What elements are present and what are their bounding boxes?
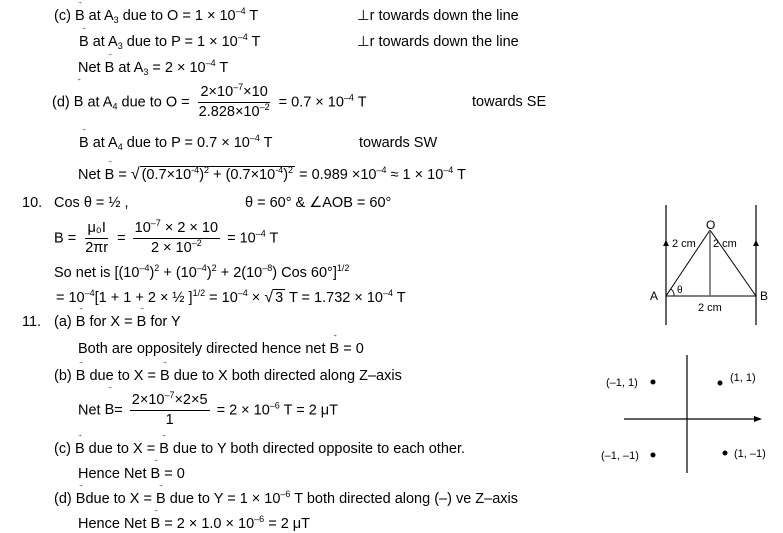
numerator: μ₀I — [85, 220, 107, 239]
exponent: –4 — [249, 133, 260, 143]
exponent: –4 — [443, 165, 454, 175]
text: = 0 — [164, 466, 185, 482]
b-vector: → B — [74, 84, 84, 120]
point-label: (–1, 1) — [606, 377, 638, 389]
exponent: –4 — [235, 6, 246, 16]
q11a-line1 — [54, 313, 181, 331]
exponent: –7 — [164, 390, 175, 400]
exponent: –7 — [233, 82, 244, 92]
text: Both are oppositely directed hence net — [78, 341, 326, 357]
q11b-net-line — [78, 392, 338, 429]
q9c-line2 — [79, 33, 260, 51]
q10-b-line — [54, 220, 278, 257]
fraction — [197, 84, 272, 121]
denominator — [149, 239, 204, 257]
text: ≈ 1 × 10 — [390, 167, 444, 183]
text: T both directed along (–) ve Z–axis — [294, 491, 519, 507]
b-vector: → B — [79, 33, 89, 51]
sqrt-icon: √ — [130, 166, 140, 183]
point-label: (1, 1) — [730, 372, 756, 384]
q9d-line2 — [79, 134, 273, 152]
b-vector: → B — [75, 7, 85, 25]
fraction — [83, 220, 110, 257]
point-a-label: A — [650, 289, 659, 303]
exponent: –4 — [196, 263, 207, 273]
b-vector: → B — [330, 340, 340, 358]
exponent: –4 — [84, 288, 95, 298]
denominator — [197, 103, 272, 121]
text: ) — [199, 167, 205, 183]
point-icon — [718, 381, 723, 386]
fraction — [133, 220, 220, 257]
exponent: –4 — [255, 228, 266, 239]
exponent: –4 — [343, 92, 354, 103]
text: ) — [149, 265, 155, 281]
text: = 0 — [343, 341, 364, 357]
text: 2.828×10 — [198, 104, 260, 120]
b-vector: → B — [160, 367, 170, 385]
unit: T — [249, 8, 259, 24]
b-vector: → B — [105, 59, 115, 77]
text: ) Cos 60°] — [272, 265, 337, 281]
text: ) — [283, 167, 289, 183]
text: = 10 — [227, 230, 256, 247]
exponent: 1/2 — [192, 288, 206, 298]
fraction — [130, 392, 210, 429]
exponent: –6 — [254, 514, 265, 524]
subscript: 3 — [143, 67, 149, 77]
exponent: -4 — [191, 165, 200, 175]
text: 10 — [134, 220, 151, 236]
text: 2×10 — [200, 84, 234, 100]
text: due to X = — [89, 368, 156, 384]
text: due to P = 0.7 × 10 — [126, 135, 250, 151]
q10-theta-line: θ = 60° & ∠AOB = 60° — [245, 195, 392, 211]
text: = — [117, 230, 126, 247]
text: at A — [88, 8, 114, 24]
q11-number: 11. — [22, 314, 42, 330]
text: + 2(10 — [216, 265, 263, 281]
numerator — [130, 392, 210, 411]
q11c-line1 — [54, 440, 465, 458]
exponent: 2 — [288, 165, 294, 175]
point-icon — [651, 380, 656, 385]
side-left-label: 2 cm — [672, 238, 696, 250]
q9c-direction1: ⊥r towards down the line — [357, 8, 519, 24]
text: = 2 × 10 — [152, 60, 206, 76]
point-icon — [651, 453, 656, 458]
arrow-up-icon — [753, 240, 759, 246]
text: due to X both directed along Z–axis — [173, 368, 402, 384]
part-label: (d) — [52, 94, 70, 111]
exponent: 2 — [154, 263, 160, 273]
b-vector: → B — [159, 440, 169, 458]
exponent: –2 — [259, 102, 270, 112]
part-label: (c) — [54, 441, 71, 457]
text: ) — [206, 265, 212, 281]
point-label: (–1, –1) — [601, 450, 639, 462]
q9c-direction2: ⊥r towards down the line — [357, 34, 519, 50]
text: B = — [54, 230, 77, 247]
sqrt-content — [140, 166, 295, 184]
b-vector: → B — [75, 440, 85, 458]
text: + (10 — [159, 265, 197, 281]
exponent: –4 — [237, 32, 248, 42]
text: due to X = — [85, 491, 152, 507]
q11b-line1 — [54, 367, 402, 385]
text: at A — [87, 94, 113, 111]
b-vector: → B — [76, 313, 86, 331]
text: due to O = — [121, 94, 190, 111]
coordinate-points-diagram — [590, 345, 783, 475]
b-vector: → B — [105, 392, 115, 428]
subscript: 3 — [117, 41, 123, 51]
exponent: 2 — [211, 263, 217, 273]
base-label: 2 cm — [698, 302, 722, 314]
arrow-right-icon — [754, 416, 762, 422]
text: 2 × 10 — [150, 240, 192, 256]
text: Net — [78, 167, 101, 183]
text: + — [213, 167, 222, 183]
subscript: 4 — [117, 142, 123, 152]
text: for Y — [150, 314, 181, 330]
part-label: (c) — [54, 8, 71, 24]
q9d-direction1: towards SE — [472, 94, 547, 110]
arrow-up-icon — [663, 240, 669, 246]
exponent: –4 — [383, 288, 394, 298]
exponent: 1/2 — [336, 263, 350, 273]
b-vector: → B — [156, 490, 166, 508]
q11c-line2 — [78, 465, 185, 483]
point-icon — [723, 451, 728, 456]
text: = 10 — [205, 290, 238, 306]
q9c-line3 — [78, 59, 228, 77]
subscript: 3 — [113, 15, 119, 25]
sqrt-content: 3 — [275, 290, 284, 306]
text: (0.7×10 — [141, 167, 192, 183]
exponent: –4 — [376, 165, 387, 175]
b-vector: → B — [105, 166, 115, 184]
subscript: 4 — [112, 101, 118, 112]
text: = — [114, 402, 123, 419]
text: T — [393, 290, 406, 306]
b-vector: → B — [137, 313, 147, 331]
q10-cos-line: Cos θ = ½ , — [54, 195, 129, 211]
q10-final-line — [56, 289, 406, 307]
text: × — [247, 290, 265, 306]
text: = 0.989 ×10 — [299, 167, 377, 183]
sqrt-icon: √ — [264, 289, 274, 306]
text: due to Y both directed opposite to each other. — [172, 441, 466, 457]
unit: T — [251, 34, 261, 50]
text: [1 + 1 + 2 × ½ ] — [94, 290, 193, 306]
point-b-label: B — [760, 289, 769, 303]
denominator: 2πr — [85, 240, 109, 256]
text: due to X = — [88, 441, 156, 457]
side-right-label: 2 cm — [713, 238, 737, 250]
unit: T — [263, 135, 273, 151]
b-vector: → B — [151, 515, 161, 533]
apex-label: O — [706, 218, 716, 232]
b-vector: → B — [79, 134, 89, 152]
text: at A — [118, 60, 144, 76]
theta-label: θ — [677, 285, 683, 296]
text: = — [118, 167, 127, 183]
q10-net-line — [54, 264, 349, 282]
part-label: (b) — [54, 368, 72, 384]
text: due to P = 1 × 10 — [126, 34, 238, 50]
q11a-line2 — [78, 340, 364, 358]
text: Net — [78, 60, 101, 76]
text: × 2 × 10 — [160, 220, 219, 236]
exponent: –4 — [237, 288, 248, 298]
text: (0.7×10 — [225, 167, 276, 183]
exponent: –4 — [139, 263, 150, 273]
unit: T — [269, 230, 279, 247]
exponent: –4 — [205, 58, 216, 68]
text: 2×10 — [131, 392, 165, 408]
denominator: 1 — [165, 412, 174, 428]
text: at A — [92, 34, 118, 50]
text: T = 1.732 × 10 — [285, 290, 383, 306]
q11d-line1 — [54, 490, 518, 508]
q9d-line3 — [78, 166, 466, 184]
exponent: 2 — [204, 165, 210, 175]
part-label: (d) — [54, 491, 72, 507]
q11d-line2 — [78, 515, 310, 533]
point-label: (1, –1) — [734, 448, 766, 460]
text: ×2×5 — [174, 392, 208, 408]
unit: T — [457, 167, 466, 183]
unit: T — [219, 60, 229, 76]
text: = 10 — [56, 290, 85, 306]
text: ×10 — [243, 84, 268, 100]
q9d-line1 — [52, 84, 367, 121]
text: at A — [92, 135, 118, 151]
text: = 0.7 × 10 — [278, 94, 344, 111]
b-vector: → B — [76, 367, 86, 385]
exponent: -4 — [275, 165, 284, 175]
text: due to O = 1 × 10 — [122, 8, 236, 24]
exponent: –8 — [262, 263, 273, 273]
text: T = 2 μT — [283, 402, 339, 419]
unit: T — [357, 94, 367, 111]
b-vector: → B — [151, 465, 161, 483]
part-label: (a) — [54, 314, 72, 330]
b-vector: → B — [76, 490, 86, 508]
triangle-wires-diagram — [640, 200, 783, 330]
numerator — [198, 84, 269, 103]
q10-number: 10. — [22, 195, 43, 211]
exponent: –2 — [191, 238, 202, 248]
text: Hence Net — [78, 466, 147, 482]
exponent: –6 — [280, 489, 291, 499]
text: = 2 × 10 — [216, 402, 270, 419]
text: So net is [(10 — [54, 265, 140, 281]
q9d-direction2: towards SW — [359, 135, 438, 151]
exponent: –7 — [150, 218, 161, 228]
text: Net — [78, 402, 101, 419]
text: = 2 × 1.0 × 10 — [164, 516, 255, 532]
text: Hence Net — [78, 516, 147, 532]
numerator — [133, 220, 220, 239]
exponent: –6 — [269, 400, 280, 411]
text: for X = — [89, 314, 133, 330]
text: = 2 μT — [268, 516, 311, 532]
text: due to Y = 1 × 10 — [169, 491, 281, 507]
